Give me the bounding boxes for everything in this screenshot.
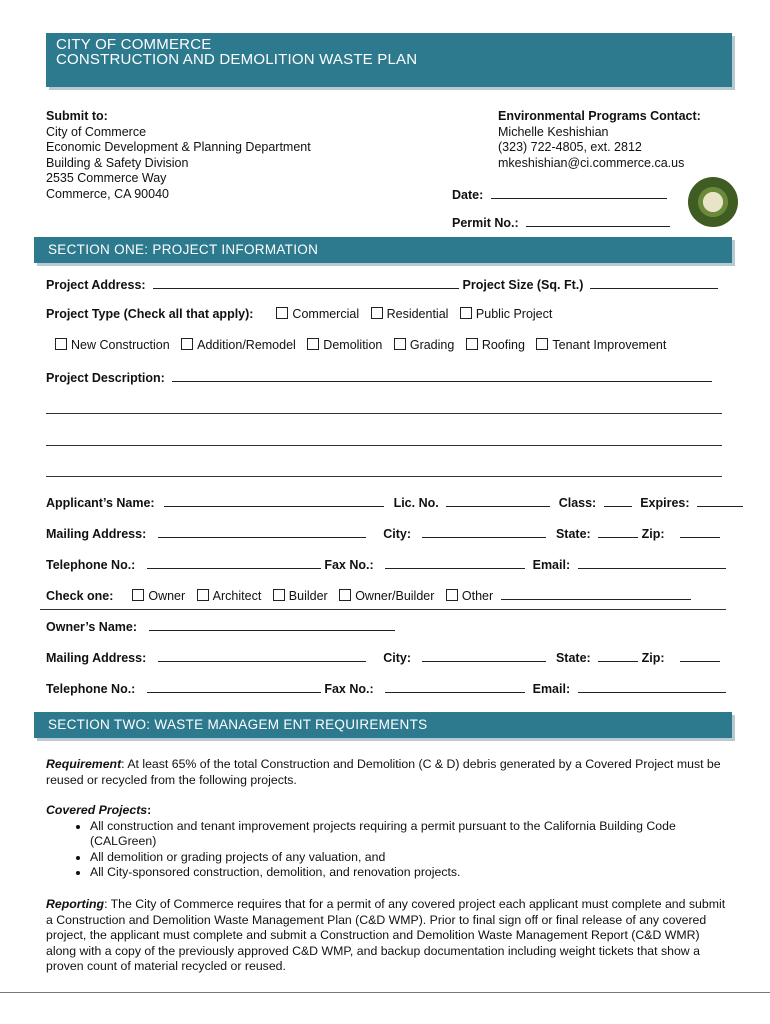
submit-line: Commerce, CA 90040 [46,186,169,201]
covered-projects-block [46,803,726,881]
page-bottom-rule [0,992,770,993]
option-label: Demolition [323,338,383,352]
description-line[interactable] [46,476,722,477]
mailing-address-input[interactable] [158,525,366,538]
owner-builder-option[interactable] [339,589,434,603]
project-description-label: Project Description: [46,371,165,385]
contact-email: mkeshishian@ci.commerce.ca.us [498,155,685,170]
grading-option[interactable] [394,338,454,352]
mailing-address-label: Mailing Address: [46,651,147,665]
permit-field[interactable] [452,214,670,230]
checkbox-icon[interactable] [181,338,193,350]
state-input[interactable] [598,525,638,538]
submit-line: Building & Safety Division [46,155,189,170]
project-address-row [46,276,718,292]
zip-label: Zip: [641,651,665,665]
divider [40,609,726,610]
state-label: State: [555,527,591,541]
fax-label: Fax No.: [324,558,374,572]
roofing-option[interactable] [466,338,525,352]
option-label: Roofing [481,338,525,352]
state-label: State: [555,651,591,665]
reporting-paragraph [46,897,726,975]
public-project-option[interactable] [460,307,552,321]
city-input[interactable] [422,649,546,662]
city-label: City: [383,651,411,665]
section-one-title: SECTION ONE: PROJECT INFORMATION [48,242,319,257]
covered-projects-list [46,819,726,881]
description-line[interactable] [46,413,722,414]
contact-name: Michelle Keshishian [498,124,609,139]
submit-heading: Submit to: [46,109,108,123]
residential-option[interactable] [371,307,449,321]
project-size-input[interactable] [590,276,718,289]
fax-label: Fax No.: [324,682,374,696]
checkbox-icon[interactable] [339,589,351,601]
checkbox-icon[interactable] [307,338,319,350]
tenant-improvement-option[interactable] [536,338,666,352]
title-line-1: CITY OF COMMERCE [56,36,212,53]
option-label: Architect [212,589,262,603]
checkbox-icon[interactable] [371,307,383,319]
builder-option[interactable] [273,589,328,603]
covered-projects-colon: : [147,803,152,817]
email-input[interactable] [578,556,726,569]
fax-input[interactable] [385,556,525,569]
email-label: Email: [532,558,571,572]
check-one-row [46,587,691,603]
zip-input[interactable] [680,649,720,662]
zip-input[interactable] [680,525,720,538]
fax-input[interactable] [385,680,525,693]
project-type-label: Project Type (Check all that apply): [46,307,254,321]
option-label: Builder [288,589,328,603]
checkbox-icon[interactable] [394,338,406,350]
contact-phone: (323) 722-4805, ext. 2812 [498,140,642,154]
state-input[interactable] [598,649,638,662]
checkbox-icon[interactable] [446,589,458,601]
list-item: • All demolition or grading projects of any valuation, and [90,850,726,866]
project-type-row [46,307,560,321]
applicant-row [46,494,743,510]
option-label: Residential [386,307,449,321]
checkbox-icon[interactable] [197,589,209,601]
telephone-input[interactable] [147,680,321,693]
demolition-option[interactable] [307,338,382,352]
checkbox-icon[interactable] [466,338,478,350]
checkbox-icon[interactable] [273,589,285,601]
option-label: Tenant Improvement [552,338,667,352]
section-two-title: SECTION TWO: WASTE MANAGEM ENT REQUIREMENTS [48,717,428,732]
new-construction-option[interactable] [55,338,170,352]
option-label: Addition/Remodel [197,338,296,352]
contact-block [498,109,701,171]
list-item: • All construction and tenant improvement projects requiring a permit pursuant to the California Building Code (CALGreen) [90,819,726,850]
applicant-name-label: Applicant’s Name: [46,496,155,510]
architect-option[interactable] [197,589,262,603]
requirement-text: : At least 65% of the total Construction and Demolition (C & D) debris generated by a Covered Project must be reused or recycled from the following projects. [46,757,721,787]
commercial-option[interactable] [276,307,359,321]
submit-line: 2535 Commerce Way [46,171,167,185]
work-type-row [55,338,666,352]
other-option[interactable] [446,589,493,603]
option-label: Public Project [475,307,553,321]
owner-telephone-row [46,680,726,696]
checkbox-icon[interactable] [132,589,144,601]
owner-name-input[interactable] [149,618,395,631]
reporting-text: : The City of Commerce requires that for a permit of any covered project each applicant must complete and submit a Construction and Demolition Waste Management Plan (C&D WMP). Prior to final sign off or final release of any covered project, the applicant must complete and submit a Construction and Demolition Waste Management Report (C&D WMR) along with a copy of the previously approved C&D WMP, and backup documentation including weight tickets that show a proven count of material recycled or reused. [46,897,726,973]
permit-label: Permit No.: [452,216,519,230]
date-line[interactable] [491,186,667,199]
project-description-row [46,369,712,385]
expires-input[interactable] [697,494,743,507]
requirement-label: Requirement [46,757,122,771]
title-line-2: CONSTRUCTION AND DEMOLITION WASTE PLAN [56,51,418,68]
owner-option[interactable] [132,589,185,603]
option-label: New Construction [71,338,170,352]
telephone-label: Telephone No.: [46,682,136,696]
option-label: Grading [409,338,455,352]
section-one-banner [34,237,732,263]
submit-line: Economic Development & Planning Department [46,140,311,154]
contact-heading: Environmental Programs Contact: [498,109,701,123]
check-one-label: Check one: [46,589,114,603]
applicant-name-input[interactable] [164,494,384,507]
email-label: Email: [532,682,571,696]
other-input[interactable] [501,587,691,600]
checkbox-icon[interactable] [536,338,548,350]
covered-projects-label: Covered Projects [46,803,148,817]
city-input[interactable] [422,525,546,538]
owner-mailing-address-row [46,649,720,665]
date-field[interactable] [452,186,667,202]
lic-no-input[interactable] [446,494,550,507]
requirement-paragraph [46,757,726,788]
section-two-banner [34,712,732,738]
project-size-label: Project Size (Sq. Ft.) [462,278,584,292]
reporting-label: Reporting [46,897,105,911]
submit-line: City of Commerce [46,124,147,139]
submit-to-block [46,109,311,202]
description-line[interactable] [46,445,722,446]
expires-label: Expires: [640,496,690,510]
city-seal-icon [688,177,738,227]
addition-remodel-option[interactable] [181,338,296,352]
option-label: Owner/Builder [355,589,435,603]
class-input[interactable] [604,494,632,507]
city-label: City: [383,527,411,541]
option-label: Commercial [292,307,360,321]
project-description-input[interactable] [172,369,712,382]
date-label: Date: [452,188,484,202]
title-banner [46,33,732,87]
checkbox-icon[interactable] [460,307,472,319]
telephone-input[interactable] [147,556,321,569]
mailing-address-input[interactable] [158,649,366,662]
project-address-label: Project Address: [46,278,146,292]
lic-no-label: Lic. No. [393,496,439,510]
mailing-address-label: Mailing Address: [46,527,147,541]
checkbox-icon[interactable] [276,307,288,319]
mailing-address-row [46,525,720,541]
telephone-row [46,556,726,572]
checkbox-icon[interactable] [55,338,67,350]
owner-name-row [46,618,395,634]
email-input[interactable] [578,680,726,693]
zip-label: Zip: [641,527,665,541]
owner-name-label: Owner’s Name: [46,620,138,634]
permit-line[interactable] [526,214,670,227]
class-label: Class: [558,496,597,510]
option-label: Owner [148,589,186,603]
telephone-label: Telephone No.: [46,558,136,572]
list-item: • All City-sponsored construction, demolition, and renovation projects. [90,865,726,881]
project-address-input[interactable] [153,276,459,289]
option-label: Other [461,589,494,603]
